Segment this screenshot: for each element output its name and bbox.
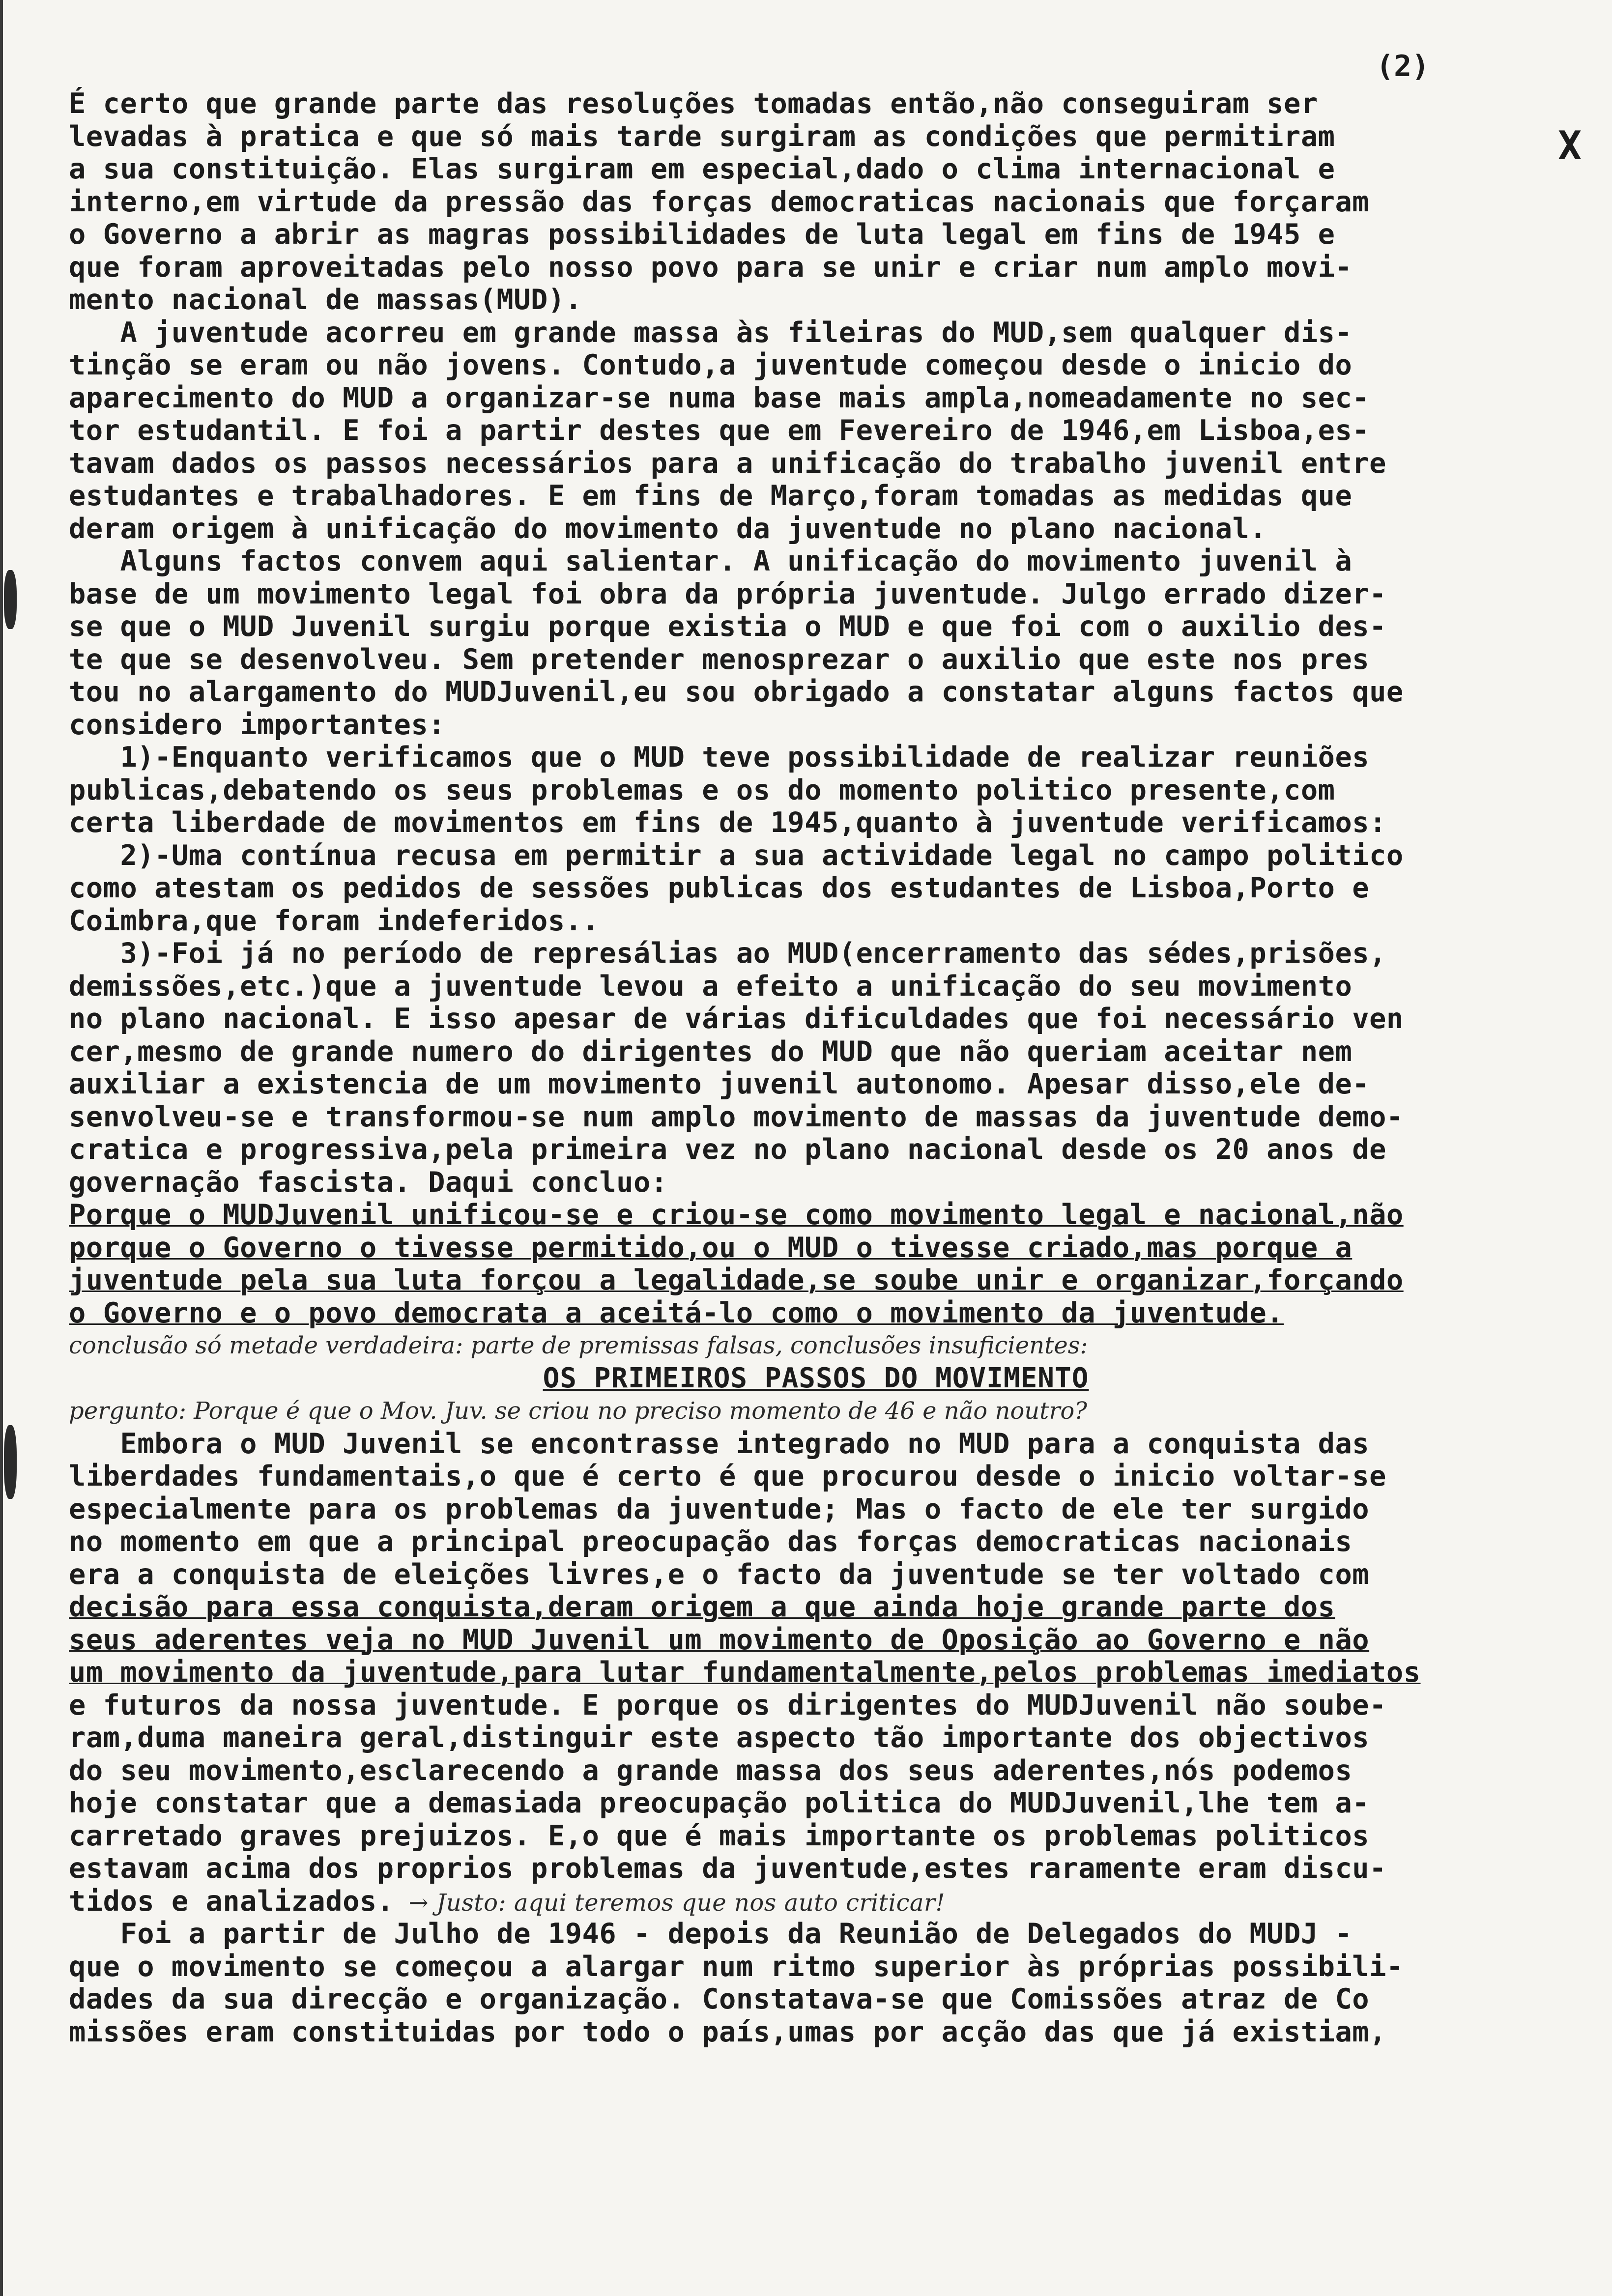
section-line: no momento em que a principal preocupação das forças democraticas nacionais: [69, 1525, 1353, 1558]
section-line: missões eram constituidas por todo o país,umas por acção das que já existiam,: [69, 2015, 1386, 2048]
body-line: 1)-Enquanto verificamos que o MUD teve possibilidade de realizar reuniões: [69, 741, 1370, 774]
body-line: tavam dados os passos necessários para a unificação do trabalho juvenil entre: [69, 447, 1386, 480]
body-line: Alguns factos convem aqui salientar. A unificação do movimento juvenil à: [69, 545, 1353, 577]
conclusion-line: Porque o MUDJuvenil unificou-se e criou-se como movimento legal e nacional,não: [69, 1199, 1404, 1231]
page-left-border: [0, 0, 3, 2296]
body-line: considero importantes:: [69, 708, 445, 741]
body-line: Coimbra,que foram indeferidos..: [69, 904, 600, 937]
punch-hole-bottom: [4, 1425, 17, 1499]
body-line: demissões,etc.)que a juventude levou a efeito a unificação do seu movimento: [69, 970, 1353, 1003]
body-line: deram origem à unificação do movimento da juventude no plano nacional.: [69, 512, 1267, 545]
body-line: cer,mesmo de grande numero do dirigentes do MUD que não queriam aceitar nem: [69, 1035, 1353, 1068]
body-line: 3)-Foi já no período de represálias ao MUD(encerramento das sédes,prisões,: [69, 937, 1386, 970]
body-line: levadas à pratica e que só mais tarde surgiram as condições que permitiram: [69, 120, 1335, 153]
body-line: no plano nacional. E isso apesar de várias dificuldades que foi necessário ven: [69, 1003, 1404, 1035]
conclusion-line: o Governo e o povo democrata a aceitá-lo como o movimento da juventude.: [69, 1296, 1284, 1329]
body-line: se que o MUD Juvenil surgiu porque existia o MUD e que foi com o auxilio des-: [69, 610, 1386, 643]
section-line: [69, 1885, 1563, 1918]
section-line: hoje constatar que a demasiada preocupação politica do MUDJuvenil,lhe tem a-: [69, 1787, 1370, 1819]
section-line: liberdades fundamentais,o que é certo é que procurou desde o inicio voltar-se: [69, 1460, 1386, 1492]
handwritten-note: conclusão só metade verdadeira: parte de premissas falsas, conclusões insuficientes:: [69, 1332, 1088, 1359]
body-line: tinção se eram ou não jovens. Contudo,a juventude começou desde o inicio do: [69, 349, 1353, 381]
body-line: base de um movimento legal foi obra da própria juventude. Julgo errado dizer-: [69, 577, 1386, 610]
body-line: como atestam os pedidos de sessões publicas dos estudantes de Lisboa,Porto e: [69, 872, 1370, 904]
typed-body: [69, 87, 1563, 2048]
section-line: seus aderentes veja no MUD Juvenil um movimento de Oposição ao Governo e não: [69, 1623, 1370, 1656]
section-line: era a conquista de eleições livres,e o facto da juventude se ter voltado com: [69, 1558, 1370, 1591]
body-line: cratica e progressiva,pela primeira vez no plano nacional desde os 20 anos de: [69, 1133, 1386, 1166]
body-line: aparecimento do MUD a organizar-se numa base mais ampla,nomeadamente no sec-: [69, 381, 1370, 414]
inline-handwritten-note: → Justo: aqui teremos que nos auto criticar!: [408, 1889, 946, 1917]
section-line: carretado graves prejuizos. E,o que é mais importante os problemas politicos: [69, 1819, 1370, 1852]
handwritten-note: pergunto: Porque é que o Mov. Juv. se criou no preciso momento de 46 e não noutro?: [69, 1397, 1088, 1425]
conclusion-line: porque o Governo o tivesse permitido,ou o MUD o tivesse criado,mas porque a: [69, 1231, 1353, 1264]
section-heading: OS PRIMEIROS PASSOS DO MOVIMENTO: [543, 1362, 1089, 1394]
punch-hole-top: [4, 570, 17, 629]
section-line: ram,duma maneira geral,distinguir este aspecto tão importante dos objectivos: [69, 1722, 1370, 1754]
body-line: mento nacional de massas(MUD).: [69, 284, 582, 316]
body-line: a sua constituição. Elas surgiram em especial,dado o clima internacional e: [69, 153, 1335, 185]
section-line: do seu movimento,esclarecendo a grande massa dos seus aderentes,nós podemos: [69, 1754, 1353, 1787]
section-line: estavam acima dos proprios problemas da juventude,estes raramente eram discu-: [69, 1852, 1386, 1885]
page-number: (2): [1376, 49, 1430, 84]
section-line-text: tidos e analizados.: [69, 1885, 394, 1918]
conclusion-line: juventude pela sua luta forçou a legalidade,se soube unir e organizar,forçando: [69, 1264, 1404, 1296]
body-line: tou no alargamento do MUDJuvenil,eu sou obrigado a constatar alguns factos que: [69, 676, 1404, 708]
section-line: decisão para essa conquista,deram origem a que ainda hoje grande parte dos: [69, 1591, 1335, 1623]
section-line: e futuros da nossa juventude. E porque os dirigentes do MUDJuvenil não soube-: [69, 1689, 1386, 1722]
section-line: que o movimento se começou a alargar num ritmo superior às próprias possibili-: [69, 1950, 1404, 1983]
body-line: tor estudantil. E foi a partir destes que em Fevereiro de 1946,em Lisboa,es-: [69, 414, 1370, 447]
body-line: interno,em virtude da pressão das forças democraticas nacionais que forçaram: [69, 185, 1370, 218]
corner-x-mark: X: [1558, 123, 1582, 169]
body-line: certa liberdade de movimentos em fins de 1945,quanto à juventude verificamos:: [69, 806, 1386, 839]
body-line: A juventude acorreu em grande massa às fileiras do MUD,sem qualquer dis-: [69, 316, 1353, 349]
section-line: um movimento da juventude,para lutar fundamentalmente,pelos problemas imediatos: [69, 1656, 1421, 1689]
body-line: o Governo a abrir as magras possibilidades de luta legal em fins de 1945 e: [69, 218, 1335, 251]
body-line: 2)-Uma contínua recusa em permitir a sua actividade legal no campo politico: [69, 839, 1404, 872]
body-line: auxiliar a existencia de um movimento juvenil autonomo. Apesar disso,ele de-: [69, 1068, 1370, 1100]
body-line: senvolveu-se e transformou-se num amplo movimento de massas da juventude demo-: [69, 1100, 1404, 1133]
body-line: publicas,debatendo os seus problemas e os do momento politico presente,com: [69, 774, 1335, 806]
body-line: É certo que grande parte das resoluções tomadas então,não conseguiram ser: [69, 87, 1318, 120]
section-line: Foi a partir de Julho de 1946 - depois da Reunião de Delegados do MUDJ -: [69, 1918, 1353, 1950]
body-line: te que se desenvolveu. Sem pretender menosprezar o auxilio que este nos pres: [69, 643, 1370, 676]
section-line: especialmente para os problemas da juventude; Mas o facto de ele ter surgido: [69, 1492, 1370, 1525]
body-line: governação fascista. Daqui concluo:: [69, 1166, 668, 1199]
body-line: que foram aproveitadas pelo nosso povo para se unir e criar num amplo movi-: [69, 251, 1353, 284]
section-line: dades da sua direcção e organização. Constatava-se que Comissões atraz de Co: [69, 1983, 1370, 2015]
body-line: estudantes e trabalhadores. E em fins de Março,foram tomadas as medidas que: [69, 480, 1353, 512]
section-line: Embora o MUD Juvenil se encontrasse integrado no MUD para a conquista das: [69, 1427, 1370, 1460]
